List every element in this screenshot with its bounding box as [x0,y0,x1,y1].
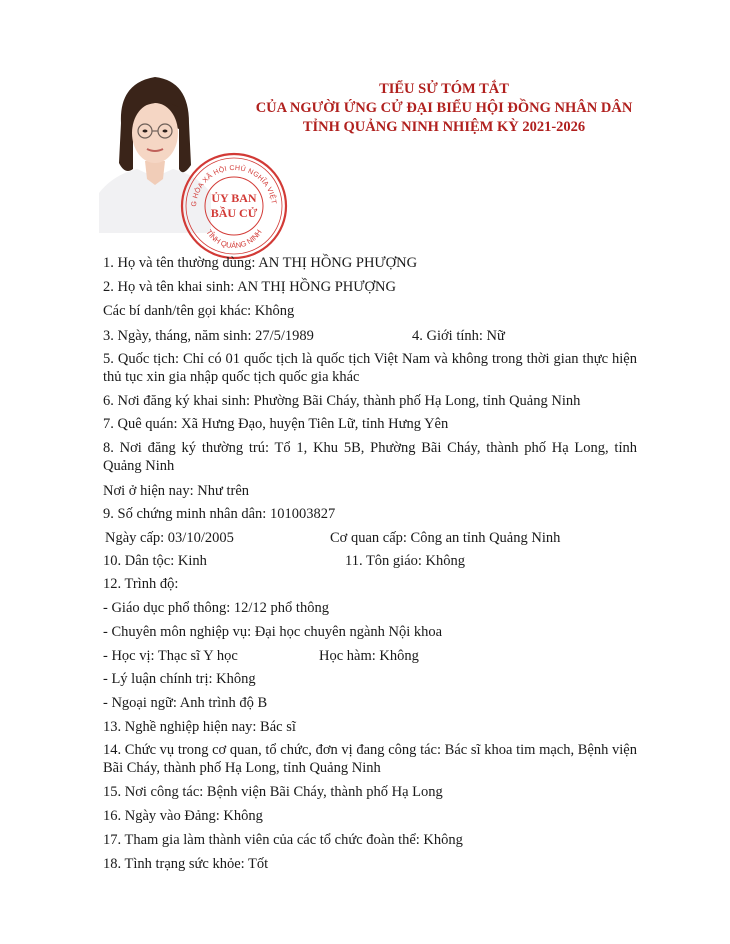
field-gender: 4. Giới tính: Nữ [412,328,505,344]
field-permanent-residence: 8. Nơi đăng ký thường trú: Tổ 1, Khu 5B, Phường Bãi Cháy, thành phố Hạ Long, tỉnh Quảng Ninh [103,440,637,474]
field-foreign-language: - Ngoại ngữ: Anh trình độ B [103,695,268,711]
field-organization-membership: 17. Tham gia làm thành viên của các tổ chức đoàn thể: Không [103,832,463,848]
field-religion: 11. Tôn giáo: Không [345,553,466,569]
header-subtitle-1: CỦA NGƯỜI ỨNG CỬ ĐẠI BIỂU HỘI ĐỒNG NHÂN DÂN [255,100,633,116]
field-date-of-birth: 3. Ngày, tháng, năm sinh: 27/5/1989 [103,328,314,344]
field-occupation: 13. Nghề nghiệp hiện nay: Bác sĩ [103,719,296,735]
stamp-bottom-text: TỈNH QUẢNG NINH [204,227,264,251]
stamp-center-line1: ỦY BAN [211,191,257,205]
field-political-theory: - Lý luận chính trị: Không [103,671,256,687]
header-title: TIỂU SỬ TÓM TẮT [379,81,509,97]
field-issue-place: Cơ quan cấp: Công an tỉnh Quảng Ninh [330,530,561,546]
field-common-name: 1. Họ và tên thường dùng: AN THỊ HỒNG PHƯỢNG [103,255,418,271]
field-hometown: 7. Quê quán: Xã Hưng Đạo, huyện Tiên Lữ, tỉnh Hưng Yên [103,416,449,432]
election-committee-stamp [178,150,290,262]
field-professional-education: - Chuyên môn nghiệp vụ: Đại học chuyên ngành Nội khoa [103,624,443,640]
field-issue-date: Ngày cấp: 03/10/2005 [105,530,234,546]
field-academic-title: Học hàm: Không [319,648,419,664]
field-health-status: 18. Tình trạng sức khỏe: Tốt [103,856,269,872]
field-nationality: 5. Quốc tịch: Chỉ có 01 quốc tịch là quốc tịch Việt Nam và không trong thời gian thực hiện thủ tục xin gia nhập quốc tịch quốc gia khác [103,351,637,385]
field-workplace: 15. Nơi công tác: Bệnh viện Bãi Cháy, thành phố Hạ Long [103,784,443,800]
field-aliases: Các bí danh/tên gọi khác: Không [103,303,295,319]
field-education-heading: 12. Trình độ: [103,576,179,592]
stamp-center-line2: BẦU CỬ [210,206,258,220]
field-birth-registration: 6. Nơi đăng ký khai sinh: Phường Bãi Cháy, thành phố Hạ Long, tỉnh Quảng Ninh [103,393,581,409]
stamp-top-text: G HÒA XÃ HỘI CHỦ NGHĨA VIỆT [190,164,277,207]
field-position: 14. Chức vụ trong cơ quan, tổ chức, đơn vị đang công tác: Bác sĩ khoa tim mạch, Bệnh viện Bãi Cháy, thành phố Hạ Long, tỉnh Quảng Ninh [103,742,637,776]
field-academic-degree: - Học vị: Thạc sĩ Y học [103,648,238,664]
field-birth-name: 2. Họ và tên khai sinh: AN THỊ HỒNG PHƯỢNG [103,279,396,295]
field-current-residence: Nơi ở hiện nay: Như trên [103,483,250,499]
header-subtitle-2: TỈNH QUẢNG NINH NHIỆM KỲ 2021-2026 [302,119,586,135]
field-id-number: 9. Số chứng minh nhân dân: 101003827 [103,506,336,522]
svg-text:TỈNH QUẢNG NINH [204,228,263,250]
field-general-education: - Giáo dục phổ thông: 12/12 phổ thông [103,600,329,616]
field-ethnicity: 10. Dân tộc: Kinh [103,553,207,569]
field-party-membership: 16. Ngày vào Đảng: Không [103,808,263,824]
document-header [224,80,664,137]
